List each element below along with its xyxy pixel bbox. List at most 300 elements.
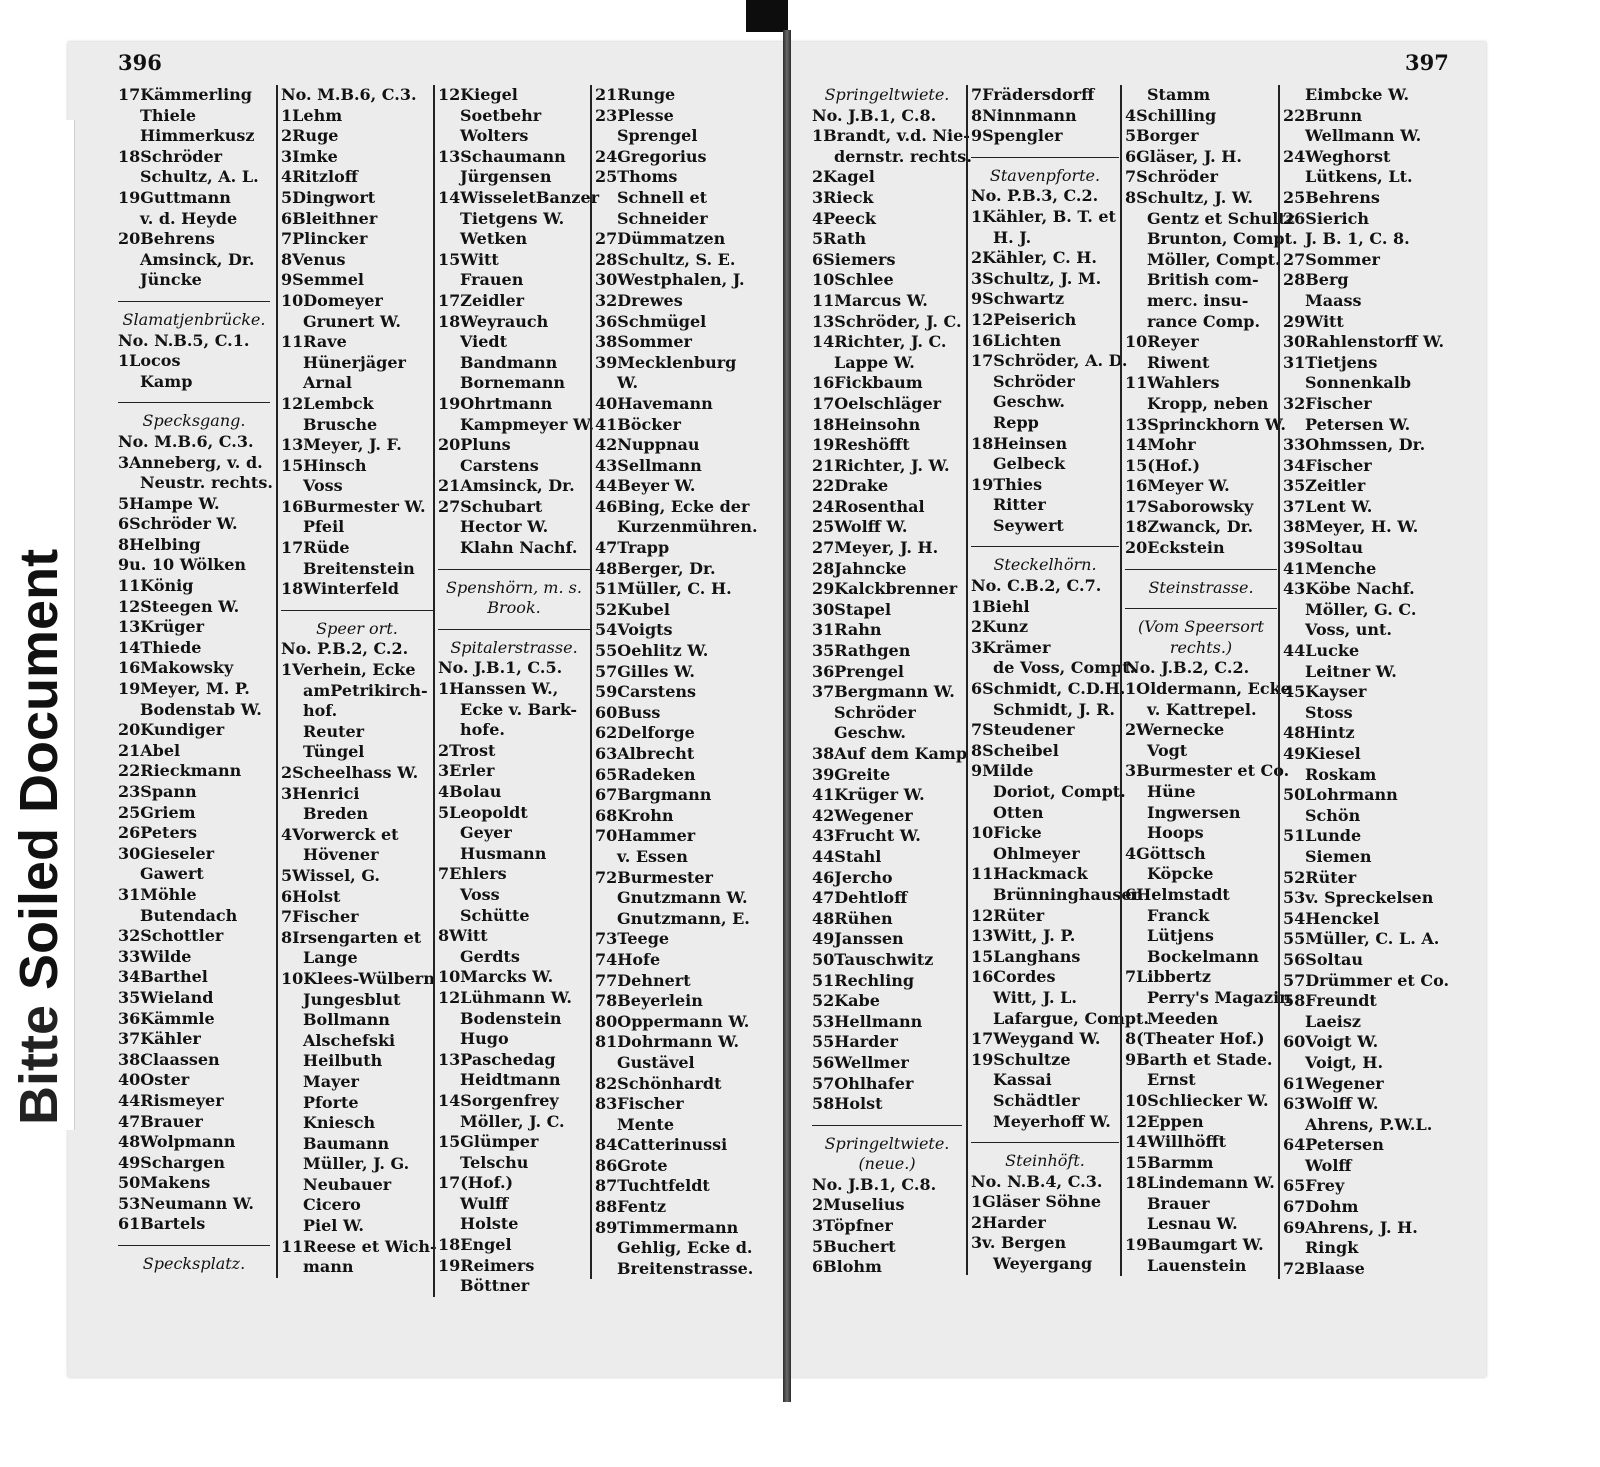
address-entry: 81Dohrmann W.	[595, 1032, 740, 1052]
resident-entry: Bodenstein	[460, 1008, 562, 1028]
block-reference: No. M.B.6, C.3.	[281, 85, 417, 104]
resident-entry: Petersen W.	[1305, 414, 1411, 434]
resident-entry: Jungesblut	[303, 989, 401, 1009]
address-entry: 4Vorwerck et	[281, 824, 399, 844]
address-entry: 6Helmstadt	[1125, 884, 1230, 904]
resident-entry: Köpcke	[1147, 864, 1214, 884]
address-entry: 10Schlee	[812, 270, 894, 290]
address-entry: 8Scheibel	[971, 740, 1059, 760]
address-entry: 2Scheelhass W.	[281, 763, 419, 782]
resident-entry: Neubauer	[303, 1174, 392, 1194]
resident-entry: Geschw.	[993, 392, 1065, 412]
address-entry: 56Soltau	[1283, 949, 1363, 969]
resident-entry: Wolff	[1305, 1155, 1352, 1175]
left-page-number: 396	[118, 50, 162, 75]
directory-column-5	[812, 85, 972, 1278]
address-entry: 8(Theater Hof.)	[1125, 1029, 1265, 1049]
soiled-document-sticker	[0, 120, 75, 1130]
address-entry: 6Gläser, J. H.	[1125, 146, 1242, 166]
resident-entry: amPetrikirch-	[303, 680, 428, 700]
address-entry: 35Zeitler	[1283, 476, 1366, 496]
block-reference: No. M.B.6, C.3.	[118, 431, 254, 451]
street-heading: Steinhöft.	[1005, 1151, 1085, 1171]
address-entry: 29Kalckbrenner	[812, 579, 958, 599]
resident-entry: Schultz, A. L.	[140, 167, 259, 187]
address-entry: 86Grote	[595, 1155, 668, 1175]
address-entry: 53v. Spreckelsen	[1283, 888, 1434, 908]
address-entry: 38Claassen	[118, 1049, 220, 1069]
address-entry: 51Müller, C. H.	[595, 579, 732, 599]
address-entry: 2Ruge	[281, 126, 339, 146]
address-entry: 48Rühen	[812, 908, 893, 928]
address-entry: 68Krohn	[595, 805, 674, 825]
resident-entry: Perry's Magazin	[1147, 987, 1291, 1007]
address-entry: 7Libbertz	[1125, 967, 1211, 987]
street-heading: (neue.)	[858, 1154, 916, 1174]
section-divider	[438, 559, 590, 570]
address-entry: 5Rath	[812, 229, 867, 249]
resident-entry: Schädtler	[993, 1090, 1080, 1110]
resident-entry: Ritter	[993, 495, 1046, 515]
resident-entry: Thiele	[140, 105, 197, 125]
address-entry: 67Bargmann	[595, 785, 712, 805]
address-entry: 47Brauer	[118, 1111, 203, 1131]
resident-entry: Stoss	[1305, 702, 1353, 722]
resident-entry: Möller, Compt.	[1147, 249, 1281, 269]
address-entry: 16Fickbaum	[812, 373, 923, 393]
address-entry: 38Auf dem Kamp	[812, 744, 968, 763]
address-entry: 51Lunde	[1283, 826, 1362, 846]
address-entry: 55Oehlitz W.	[595, 641, 709, 661]
resident-entry: Schröder	[993, 371, 1075, 391]
resident-entry: Doriot, Compt.	[993, 782, 1126, 801]
address-entry: 4Schilling	[1125, 105, 1217, 125]
address-entry: 17Saborowsky	[1125, 496, 1254, 516]
address-entry: 43Frucht W.	[812, 826, 921, 846]
address-entry: 13Schaumann	[438, 146, 566, 166]
street-heading: Spenshörn, m. s.	[446, 577, 582, 597]
address-entry: 58Freundt	[1283, 991, 1377, 1011]
address-entry: 16Cordes	[971, 967, 1056, 987]
address-entry: 34Barthel	[118, 967, 208, 987]
address-entry: 25Behrens	[1283, 187, 1380, 207]
resident-entry: hofe.	[460, 720, 505, 740]
address-entry: 19Reshöfft	[812, 435, 910, 455]
street-heading: Slamatjenbrücke.	[122, 309, 266, 329]
address-entry: 1Biehl	[971, 596, 1030, 616]
address-entry: 17Rüde	[281, 538, 350, 558]
address-entry: 18Weyrauch	[438, 311, 549, 331]
resident-entry: Husmann	[460, 843, 547, 863]
resident-entry: Eimbcke W.	[1305, 85, 1410, 104]
address-entry: 67Dohm	[1283, 1197, 1359, 1217]
address-entry: 21Runge	[595, 85, 676, 104]
address-entry: 73Teege	[595, 929, 670, 949]
address-entry: 15Hinsch	[281, 455, 367, 475]
resident-entry: Frauen	[460, 270, 524, 290]
resident-entry: Wellmann W.	[1305, 126, 1422, 146]
address-entry: 57Ohlhafer	[812, 1073, 914, 1093]
address-entry: 12Rüter	[971, 905, 1045, 925]
street-heading: Steckelhörn.	[993, 555, 1097, 575]
resident-entry: Hüne	[1147, 782, 1196, 801]
resident-entry: Hövener	[303, 845, 379, 865]
address-entry: 41Krüger W.	[812, 785, 925, 805]
address-entry: 46Bing, Ecke der	[595, 496, 750, 516]
resident-entry: Schnell et	[617, 187, 708, 207]
resident-entry: Wetken	[460, 229, 528, 249]
resident-entry: Möller, J. C.	[460, 1111, 565, 1131]
address-entry: 5Wissel, G.	[281, 865, 380, 885]
street-heading: Steinstrasse.	[1148, 577, 1254, 597]
directory-column-6	[966, 85, 1149, 1275]
resident-entry: Breden	[303, 804, 369, 824]
resident-entry: W.	[617, 373, 639, 393]
resident-entry: Hoops	[1147, 823, 1204, 843]
street-heading: Brook.	[487, 598, 541, 618]
block-reference: No. J.B.1, C.8.	[812, 1174, 937, 1194]
block-reference: No. N.B.4, C.3.	[971, 1171, 1103, 1191]
resident-entry: Jüncke	[140, 270, 202, 290]
address-entry: 56Wellmer	[812, 1052, 909, 1072]
resident-entry: Reuter	[303, 721, 365, 741]
address-entry: 17Kämmerling	[118, 85, 252, 104]
block-reference: No. P.B.2, C.2.	[281, 639, 409, 659]
address-entry: 11Wahlers	[1125, 373, 1220, 393]
address-entry: 9Schwartz	[971, 289, 1065, 309]
resident-entry: Sonnenkalb	[1305, 373, 1412, 393]
address-entry: 52Rüter	[1283, 867, 1357, 887]
resident-entry: Bornemann	[460, 373, 565, 393]
address-entry: 13Sprinckhorn W.	[1125, 414, 1286, 434]
resident-entry: Grunert W.	[303, 311, 401, 331]
address-entry: 80Oppermann W.	[595, 1011, 750, 1031]
address-entry: 25Griem	[118, 802, 196, 822]
address-entry: 29Witt	[1283, 311, 1344, 331]
section-divider	[971, 1132, 1119, 1143]
address-entry: 16Meyer W.	[1125, 476, 1230, 496]
resident-entry: Laeisz	[1305, 1011, 1361, 1031]
address-entry: 52Kubel	[595, 599, 670, 619]
address-entry: 77Dehnert	[595, 970, 691, 990]
resident-entry: Amsinck, Dr.	[140, 249, 255, 269]
street-heading: Stavenpforte.	[989, 165, 1101, 185]
address-entry: 11König	[118, 576, 194, 596]
address-entry: 3Burmester et Co.	[1125, 761, 1290, 781]
address-entry: 65Radeken	[595, 764, 696, 784]
address-entry: 63Albrecht	[595, 744, 695, 763]
resident-entry: Arnal	[303, 373, 352, 393]
address-entry: 88Fentz	[595, 1197, 667, 1217]
address-entry: 27Schubart	[438, 496, 543, 516]
street-heading: Spitalerstrasse.	[450, 637, 578, 657]
address-entry: 52Kabe	[812, 991, 880, 1011]
address-entry: 15Glümper	[438, 1132, 539, 1152]
address-entry: 31Rahn	[812, 620, 882, 640]
resident-entry: Soetbehr	[460, 105, 542, 125]
resident-entry: Hector W.	[460, 517, 549, 537]
address-entry: 8Venus	[281, 249, 346, 269]
resident-entry: Kurzenmühren.	[617, 517, 758, 537]
address-entry: 18Lindemann W.	[1125, 1173, 1275, 1193]
address-entry: 48Berger, Dr.	[595, 558, 716, 578]
address-entry: 9u. 10 Wölken	[118, 555, 247, 575]
resident-entry: Brauer	[1147, 1193, 1210, 1213]
address-entry: 53Hellmann	[812, 1011, 923, 1031]
address-entry: 12Lembck	[281, 393, 374, 413]
resident-entry: Gehlig, Ecke d.	[617, 1238, 753, 1258]
resident-entry: Voigt, H.	[1305, 1052, 1384, 1072]
address-entry: 28Jahncke	[812, 558, 907, 578]
address-entry: 13Krüger	[118, 617, 205, 637]
resident-entry: Brunton, Compt.	[1147, 229, 1298, 249]
address-entry: 1Gläser Söhne	[971, 1192, 1102, 1212]
resident-entry: Gustävel	[617, 1052, 695, 1072]
resident-entry: Himmerkusz	[140, 126, 255, 146]
address-entry: 38Meyer, H. W.	[1283, 517, 1419, 537]
address-entry: 10Schliecker W.	[1125, 1090, 1269, 1110]
address-entry: 13Paschedag	[438, 1049, 556, 1069]
address-entry: 57Gilles W.	[595, 661, 695, 681]
address-entry: 33Ohmssen, Dr.	[1283, 435, 1426, 455]
resident-entry: H. J.	[993, 227, 1032, 247]
address-entry: 24Rosenthal	[812, 496, 925, 516]
resident-entry: Tietgens W.	[460, 208, 565, 228]
address-entry: 14WisseletBanzer	[438, 187, 600, 207]
resident-entry: Seywert	[993, 515, 1064, 535]
address-entry: 53Neumann W.	[118, 1193, 254, 1213]
address-entry: 63Wolff W.	[1283, 1094, 1379, 1114]
address-entry: 26Peters	[118, 823, 198, 843]
resident-entry: v. d. Heyde	[140, 208, 238, 228]
address-entry: 35Wieland	[118, 987, 214, 1007]
address-entry: 37Bergmann W.	[812, 682, 955, 702]
address-entry: 16Lichten	[971, 330, 1062, 350]
resident-entry: Franck	[1147, 905, 1210, 925]
address-entry: 13Meyer, J. F.	[281, 435, 402, 455]
address-entry: 19Schultze	[971, 1049, 1071, 1069]
address-entry: 42Wegener	[812, 805, 913, 825]
address-entry: 60Voigt W.	[1283, 1032, 1379, 1052]
address-entry: 49Kiesel	[1283, 744, 1361, 763]
address-entry: 20Pluns	[438, 435, 511, 455]
address-entry: 8Witt	[438, 926, 488, 946]
address-entry: 1Lehm	[281, 105, 343, 125]
address-entry: 83Fischer	[595, 1094, 684, 1114]
resident-entry: Telschu	[460, 1152, 529, 1172]
directory-column-1	[118, 85, 273, 1275]
address-entry: 10Marcks W.	[438, 967, 554, 987]
address-entry: 14Thiede	[118, 637, 202, 657]
address-entry: 10Reyer	[1125, 332, 1199, 352]
address-entry: 15(Hof.)	[1125, 455, 1201, 475]
address-entry: 32Drewes	[595, 290, 683, 310]
directory-column-4	[590, 85, 765, 1279]
address-entry: 3Rieck	[812, 187, 874, 207]
address-entry: 8Ninnmann	[971, 105, 1077, 125]
address-entry: 18Heinsohn	[812, 414, 921, 434]
resident-entry: Pforte	[303, 1092, 359, 1112]
resident-entry: Leitner W.	[1305, 661, 1397, 681]
address-entry: 13Schröder, J. C.	[812, 311, 962, 331]
address-entry: 89Timmermann	[595, 1217, 739, 1237]
address-entry: 72Burmester	[595, 867, 713, 887]
resident-entry: Hugo	[460, 1029, 509, 1049]
address-entry: 70Hammer	[595, 826, 696, 846]
resident-entry: dernstr. rechts.	[834, 146, 972, 166]
section-divider	[1125, 559, 1277, 570]
resident-entry: Heilbuth	[303, 1051, 383, 1071]
address-entry: 14Richter, J. C.	[812, 332, 947, 352]
address-entry: 19Reimers	[438, 1255, 535, 1275]
address-entry: 54Henckel	[1283, 908, 1380, 928]
section-divider	[281, 600, 433, 611]
resident-entry: Voss	[460, 884, 500, 904]
resident-entry: Riwent	[1147, 352, 1210, 372]
address-entry: 39Greite	[812, 764, 891, 784]
resident-entry: Jürgensen	[460, 167, 552, 187]
resident-entry: Weyergang	[993, 1254, 1093, 1274]
address-entry: 62Delforge	[595, 723, 695, 743]
resident-entry: Kassai	[993, 1070, 1052, 1090]
address-entry: 1Brandt, v.d. Nie-	[812, 126, 970, 146]
resident-entry: Butendach	[140, 905, 238, 925]
address-entry: 22Rieckmann	[118, 761, 242, 781]
resident-entry: v. Essen	[617, 846, 688, 866]
address-entry: 18Winterfeld	[281, 579, 399, 599]
resident-entry: Schröder	[834, 702, 916, 722]
resident-entry: Kampmeyer W.	[460, 414, 595, 434]
resident-entry: Geyer	[460, 823, 512, 843]
address-entry: 38Sommer	[595, 332, 692, 352]
address-entry: 5Dingwort	[281, 187, 376, 207]
resident-entry: Gerdts	[460, 946, 520, 966]
address-entry: 50Lohrmann	[1283, 785, 1398, 805]
address-entry: 9Semmel	[281, 270, 364, 290]
address-entry: 11Reese et Wich-	[281, 1236, 437, 1256]
address-entry: 47Dehtloff	[812, 888, 908, 908]
address-entry: 7Plincker	[281, 229, 368, 249]
address-entry: 57Drümmer et Co.	[1283, 970, 1450, 990]
resident-entry: Ecke v. Bark-	[460, 699, 577, 719]
resident-entry: British com-	[1147, 270, 1259, 290]
address-entry: 14Mohr	[1125, 435, 1196, 455]
resident-entry: Viedt	[460, 332, 507, 352]
section-divider	[118, 392, 270, 403]
address-entry: 50Makens	[118, 1173, 211, 1193]
resident-entry: Schmidt, J. R.	[993, 699, 1115, 719]
resident-entry: Ernst	[1147, 1070, 1196, 1090]
resident-entry: Lesnau W.	[1147, 1214, 1238, 1234]
address-entry: 20Kundiger	[118, 720, 225, 740]
address-entry: 64Petersen	[1283, 1135, 1384, 1155]
resident-entry: Neustr. rechts.	[140, 473, 273, 493]
address-entry: 9Milde	[971, 761, 1034, 781]
address-entry: 10Ficke	[971, 823, 1042, 843]
resident-entry: Lappe W.	[834, 352, 915, 372]
address-entry: 24Weghorst	[1283, 146, 1391, 166]
resident-entry: Kamp	[140, 371, 193, 391]
address-entry: 14Sorgenfrey	[438, 1090, 559, 1110]
address-entry: 43Köbe Nachf.	[1283, 579, 1415, 599]
address-entry: 37Kähler	[118, 1029, 201, 1049]
address-entry: 19Baumgart W.	[1125, 1235, 1264, 1255]
address-entry: 15Langhans	[971, 946, 1081, 966]
address-entry: 11Marcus W.	[812, 290, 928, 310]
street-heading: rechts.)	[1169, 637, 1233, 657]
address-entry: 58Holst	[812, 1094, 883, 1114]
address-entry: 5Buchert	[812, 1236, 896, 1256]
address-entry: 55Harder	[812, 1032, 898, 1052]
resident-entry: Klahn Nachf.	[460, 538, 578, 558]
address-entry: 2Muselius	[812, 1195, 905, 1215]
address-entry: 18Schröder	[118, 146, 223, 166]
resident-entry: Brünninghausen	[993, 884, 1144, 904]
address-entry: 2Wernecke	[1125, 720, 1225, 740]
section-divider	[971, 147, 1119, 158]
address-entry: 6Schröder W.	[118, 514, 238, 534]
address-entry: 14Willhöfft	[1125, 1132, 1227, 1152]
address-entry: 39Mecklenburg	[595, 352, 737, 372]
section-divider	[438, 619, 590, 630]
block-reference: No. N.B.5, C.1.	[118, 330, 250, 350]
address-entry: 6Bleithner	[281, 208, 378, 228]
resident-entry: Ohlmeyer	[993, 843, 1080, 863]
address-entry: 3Schultz, J. M.	[971, 268, 1102, 288]
address-entry: 28Berg	[1283, 270, 1349, 290]
resident-entry: Böttner	[460, 1276, 530, 1296]
address-entry: 61Wegener	[1283, 1073, 1384, 1093]
resident-entry: Witt, J. L.	[993, 987, 1077, 1007]
address-entry: 12Peiserich	[971, 309, 1077, 329]
address-entry: 1Oldermann, Ecke	[1125, 679, 1291, 699]
address-entry: 12Steegen W.	[118, 596, 240, 616]
address-entry: 25Wolff W.	[812, 517, 908, 537]
resident-entry: Roskam	[1305, 764, 1377, 784]
block-reference: No. J.B.1, C.8.	[812, 105, 937, 125]
resident-entry: Holste	[460, 1214, 519, 1234]
resident-entry: Bollmann	[303, 1010, 390, 1030]
resident-entry: Heidtmann	[460, 1070, 561, 1090]
resident-entry: Mayer	[303, 1071, 359, 1091]
address-entry: 39Soltau	[1283, 538, 1363, 558]
address-entry: 18Engel	[438, 1235, 512, 1255]
address-entry: 5Hampe W.	[118, 493, 220, 513]
resident-entry: rance Comp.	[1147, 311, 1261, 331]
resident-entry: Gawert	[140, 864, 204, 884]
resident-entry: Pfeil	[303, 517, 345, 537]
address-entry: 54Voigts	[595, 620, 673, 640]
block-reference: No. C.B.2, C.7.	[971, 576, 1102, 596]
right-page-number: 397	[1405, 50, 1449, 75]
resident-entry: Tüngel	[303, 742, 365, 762]
address-entry: 17Schröder, A. D.	[971, 351, 1128, 371]
street-heading: Specksplatz.	[142, 1254, 246, 1274]
resident-entry: Ingwersen	[1147, 802, 1241, 822]
address-entry: 31Möhle	[118, 884, 197, 904]
address-entry: 19Ohrtmann	[438, 393, 553, 413]
resident-entry: Repp	[993, 412, 1039, 432]
address-entry: 32Schottler	[118, 926, 224, 946]
address-entry: 4Ritzloff	[281, 167, 358, 187]
address-entry: 7Schröder	[1125, 167, 1218, 187]
address-entry: 9Barth et Stade.	[1125, 1049, 1273, 1069]
address-entry: 3Erler	[438, 761, 495, 781]
resident-entry: v. Kattrepel.	[1147, 699, 1257, 719]
address-entry: 33Wilde	[118, 946, 192, 966]
address-entry: 20Behrens	[118, 229, 215, 249]
section-divider	[971, 536, 1119, 547]
